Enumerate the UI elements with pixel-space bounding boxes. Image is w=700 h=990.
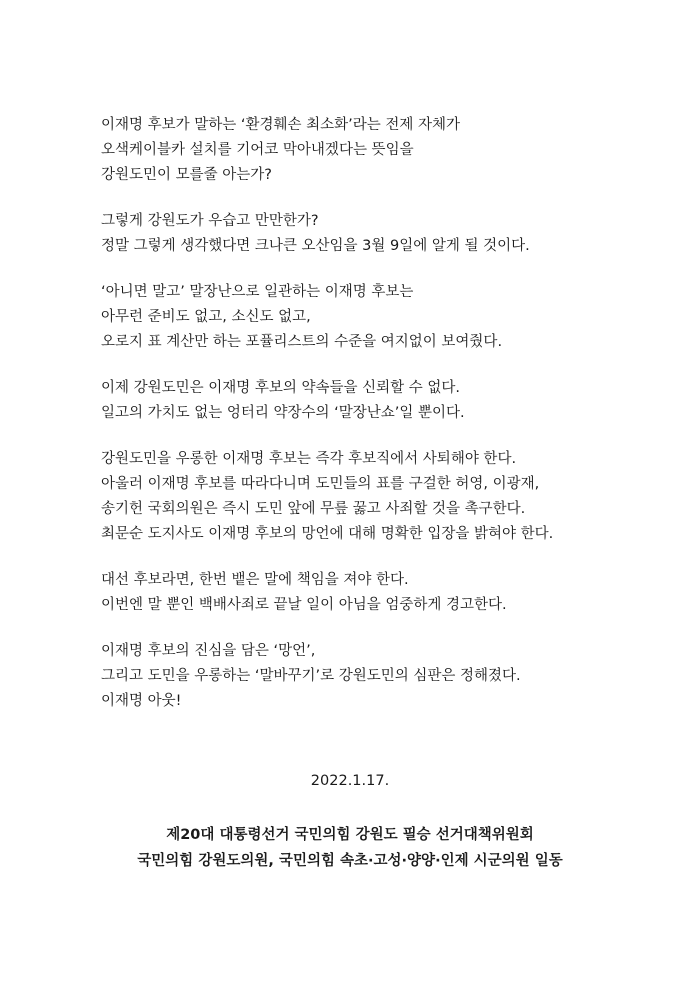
document-date: 2022.1.17.: [310, 773, 390, 789]
text-line: 이재명 후보가 말하는 ‘환경훼손 최소화’라는 전제 자체가: [101, 117, 461, 133]
paragraph-6: [101, 568, 661, 618]
text-line: 송기헌 국회의원은 즉시 도민 앞에 무릎 꿇고 사죄할 것을 촉구한다.: [101, 501, 526, 517]
text-line: 이재명 아웃!: [101, 693, 182, 709]
text-line: 정말 그렇게 생각했다면 크나큰 오산임을 3월 9일에 알게 될 것이다.: [101, 238, 530, 254]
text-line: 이재명 후보의 진심을 담은 ‘망언’,: [101, 643, 316, 659]
text-line: 그렇게 강원도가 우습고 만만한가?: [101, 213, 319, 229]
text-line: 이제 강원도민은 이재명 후보의 약속들을 신뢰할 수 없다.: [101, 380, 461, 396]
text-line: 대선 후보라면, 한번 뱉은 말에 책임을 져야 한다.: [101, 572, 409, 588]
text-line: 아무런 준비도 없고, 소신도 없고,: [101, 309, 311, 325]
paragraph-2: [101, 209, 661, 259]
paragraph-1: [101, 113, 661, 188]
paragraph-3: [101, 280, 661, 355]
text-line: 일고의 가치도 없는 엉터리 약장수의 ‘말장난쇼’일 뿐이다.: [101, 405, 465, 421]
text-line: 강원도민을 우롱한 이재명 후보는 즉각 후보직에서 사퇴해야 한다.: [101, 451, 517, 467]
text-line: 오로지 표 계산만 하는 포퓰리스트의 수준을 여지없이 보여줬다.: [101, 334, 503, 350]
text-line: 최문순 도지사도 이재명 후보의 망언에 대해 명확한 입장을 밝혀야 한다.: [101, 526, 554, 542]
statement-body: [101, 113, 661, 735]
text-line: 그리고 도민을 우롱하는 ‘말바꾸기’로 강원도민의 심판은 정해졌다.: [101, 668, 521, 684]
signature-block: [0, 822, 700, 874]
text-line: ‘아니면 말고’ 말장난으로 일관하는 이재명 후보는: [101, 284, 414, 300]
text-line: 강원도민이 모를줄 아는가?: [101, 167, 272, 183]
signature-line-committee: 제20대 대통령선거 국민의힘 강원도 필승 선거대책위원회: [166, 827, 534, 843]
paragraph-4: [101, 376, 661, 426]
paragraph-7: [101, 639, 661, 714]
signature-line-members: 국민의힘 강원도의원, 국민의힘 속초·고성·양양·인제 시군의원 일동: [137, 853, 563, 869]
text-line: 아울러 이재명 후보를 따라다니며 도민들의 표를 구걸한 허영, 이광재,: [101, 476, 540, 492]
text-line: 오색케이블카 설치를 기어코 막아내겠다는 뜻임을: [101, 142, 414, 158]
text-line: 이번엔 말 뿐인 백배사죄로 끝날 일이 아님을 엄중하게 경고한다.: [101, 597, 507, 613]
paragraph-5: [101, 447, 661, 547]
